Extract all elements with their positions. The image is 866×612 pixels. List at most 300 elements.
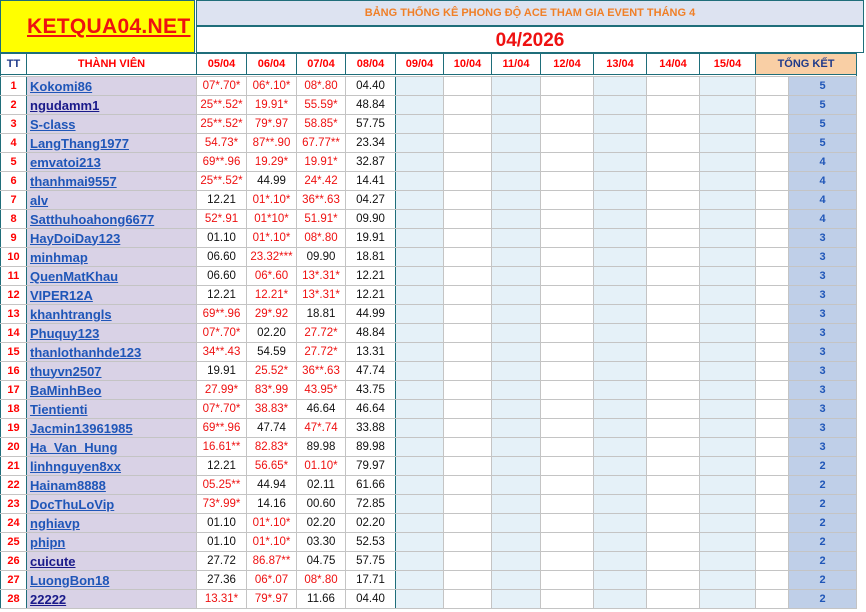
result-cell[interactable]: 79.97 bbox=[346, 457, 396, 476]
empty-cell[interactable] bbox=[647, 115, 700, 134]
result-cell[interactable]: 36**.63 bbox=[297, 362, 346, 381]
empty-cell[interactable] bbox=[396, 495, 444, 514]
empty-cell[interactable] bbox=[541, 476, 594, 495]
result-cell[interactable]: 12.21 bbox=[197, 457, 247, 476]
result-cell[interactable]: 32.87 bbox=[346, 153, 396, 172]
empty-cell[interactable] bbox=[594, 495, 647, 514]
empty-cell[interactable] bbox=[700, 286, 756, 305]
empty-cell[interactable] bbox=[594, 153, 647, 172]
empty-cell[interactable] bbox=[700, 571, 756, 590]
empty-cell[interactable] bbox=[647, 96, 700, 115]
empty-cell[interactable] bbox=[647, 381, 700, 400]
empty-cell[interactable] bbox=[594, 362, 647, 381]
empty-cell[interactable] bbox=[444, 438, 492, 457]
empty-cell[interactable] bbox=[700, 476, 756, 495]
empty-cell[interactable] bbox=[492, 514, 541, 533]
result-cell[interactable]: 61.66 bbox=[346, 476, 396, 495]
empty-cell[interactable] bbox=[396, 457, 444, 476]
empty-cell[interactable] bbox=[444, 419, 492, 438]
result-cell[interactable]: 01*10* bbox=[247, 210, 297, 229]
empty-cell[interactable] bbox=[647, 229, 700, 248]
member-link[interactable]: thanhmai9557 bbox=[27, 172, 197, 191]
empty-cell[interactable] bbox=[492, 267, 541, 286]
empty-cell[interactable] bbox=[492, 381, 541, 400]
empty-cell[interactable] bbox=[444, 571, 492, 590]
member-link[interactable]: alv bbox=[27, 191, 197, 210]
empty-cell[interactable] bbox=[594, 400, 647, 419]
empty-cell[interactable] bbox=[541, 229, 594, 248]
empty-cell[interactable] bbox=[492, 191, 541, 210]
empty-cell[interactable] bbox=[396, 191, 444, 210]
empty-cell[interactable] bbox=[492, 400, 541, 419]
result-cell[interactable]: 07*.70* bbox=[197, 400, 247, 419]
empty-cell[interactable] bbox=[594, 552, 647, 571]
result-cell[interactable]: 67.77** bbox=[297, 134, 346, 153]
result-cell[interactable]: 83*.99 bbox=[247, 381, 297, 400]
result-cell[interactable]: 25.52* bbox=[247, 362, 297, 381]
empty-cell[interactable] bbox=[492, 495, 541, 514]
result-cell[interactable]: 04.40 bbox=[346, 590, 396, 609]
empty-cell[interactable] bbox=[647, 324, 700, 343]
empty-cell[interactable] bbox=[396, 77, 444, 96]
empty-cell[interactable] bbox=[594, 514, 647, 533]
empty-cell[interactable] bbox=[444, 514, 492, 533]
empty-cell[interactable] bbox=[700, 77, 756, 96]
empty-cell[interactable] bbox=[594, 533, 647, 552]
result-cell[interactable]: 06*.60 bbox=[247, 267, 297, 286]
result-cell[interactable]: 08*.80 bbox=[297, 77, 346, 96]
empty-cell[interactable] bbox=[492, 305, 541, 324]
member-link[interactable]: emvatoi213 bbox=[27, 153, 197, 172]
result-cell[interactable]: 86.87** bbox=[247, 552, 297, 571]
result-cell[interactable]: 14.41 bbox=[346, 172, 396, 191]
empty-cell[interactable] bbox=[594, 381, 647, 400]
empty-cell[interactable] bbox=[396, 438, 444, 457]
empty-cell[interactable] bbox=[594, 476, 647, 495]
brand-logo[interactable] bbox=[0, 0, 195, 53]
member-link[interactable]: Jacmin13961985 bbox=[27, 419, 197, 438]
empty-cell[interactable] bbox=[396, 476, 444, 495]
member-link[interactable]: QuenMatKhau bbox=[27, 267, 197, 286]
empty-cell[interactable] bbox=[647, 362, 700, 381]
empty-cell[interactable] bbox=[700, 514, 756, 533]
empty-cell[interactable] bbox=[647, 419, 700, 438]
empty-cell[interactable] bbox=[396, 305, 444, 324]
empty-cell[interactable] bbox=[594, 305, 647, 324]
empty-cell[interactable] bbox=[541, 362, 594, 381]
result-cell[interactable]: 25**.52* bbox=[197, 172, 247, 191]
member-link[interactable]: 22222 bbox=[27, 590, 197, 609]
result-cell[interactable]: 19.91* bbox=[297, 153, 346, 172]
empty-cell[interactable] bbox=[541, 77, 594, 96]
empty-cell[interactable] bbox=[700, 419, 756, 438]
empty-cell[interactable] bbox=[541, 153, 594, 172]
result-cell[interactable]: 00.60 bbox=[297, 495, 346, 514]
result-cell[interactable]: 01.10 bbox=[197, 514, 247, 533]
empty-cell[interactable] bbox=[594, 77, 647, 96]
empty-cell[interactable] bbox=[594, 191, 647, 210]
empty-cell[interactable] bbox=[647, 305, 700, 324]
result-cell[interactable]: 01*.10* bbox=[247, 191, 297, 210]
empty-cell[interactable] bbox=[396, 533, 444, 552]
result-cell[interactable]: 89.98 bbox=[297, 438, 346, 457]
empty-cell[interactable] bbox=[396, 419, 444, 438]
empty-cell[interactable] bbox=[594, 115, 647, 134]
empty-cell[interactable] bbox=[594, 438, 647, 457]
empty-cell[interactable] bbox=[541, 210, 594, 229]
empty-cell[interactable] bbox=[647, 457, 700, 476]
empty-cell[interactable] bbox=[541, 267, 594, 286]
empty-cell[interactable] bbox=[444, 495, 492, 514]
result-cell[interactable]: 12.21 bbox=[197, 286, 247, 305]
member-link[interactable]: Hainam8888 bbox=[27, 476, 197, 495]
empty-cell[interactable] bbox=[396, 552, 444, 571]
empty-cell[interactable] bbox=[700, 590, 756, 609]
result-cell[interactable]: 01*.10* bbox=[247, 514, 297, 533]
empty-cell[interactable] bbox=[541, 305, 594, 324]
result-cell[interactable]: 44.94 bbox=[247, 476, 297, 495]
empty-cell[interactable] bbox=[444, 552, 492, 571]
empty-cell[interactable] bbox=[541, 419, 594, 438]
empty-cell[interactable] bbox=[396, 267, 444, 286]
result-cell[interactable]: 01*.10* bbox=[247, 533, 297, 552]
result-cell[interactable]: 18.81 bbox=[346, 248, 396, 267]
empty-cell[interactable] bbox=[647, 552, 700, 571]
brand-link[interactable]: KETQUA04.NET bbox=[27, 15, 191, 38]
result-cell[interactable]: 12.21 bbox=[346, 267, 396, 286]
empty-cell[interactable] bbox=[647, 400, 700, 419]
result-cell[interactable]: 46.64 bbox=[297, 400, 346, 419]
empty-cell[interactable] bbox=[444, 400, 492, 419]
empty-cell[interactable] bbox=[541, 191, 594, 210]
result-cell[interactable]: 01.10* bbox=[297, 457, 346, 476]
empty-cell[interactable] bbox=[700, 343, 756, 362]
result-cell[interactable]: 79*.97 bbox=[247, 115, 297, 134]
result-cell[interactable]: 27.72* bbox=[297, 324, 346, 343]
result-cell[interactable]: 43.95* bbox=[297, 381, 346, 400]
empty-cell[interactable] bbox=[594, 229, 647, 248]
result-cell[interactable]: 27.72 bbox=[197, 552, 247, 571]
result-cell[interactable]: 01*.10* bbox=[247, 229, 297, 248]
empty-cell[interactable] bbox=[541, 115, 594, 134]
empty-cell[interactable] bbox=[541, 438, 594, 457]
empty-cell[interactable] bbox=[492, 210, 541, 229]
empty-cell[interactable] bbox=[594, 457, 647, 476]
empty-cell[interactable] bbox=[396, 96, 444, 115]
empty-cell[interactable] bbox=[541, 96, 594, 115]
empty-cell[interactable] bbox=[444, 267, 492, 286]
empty-cell[interactable] bbox=[541, 552, 594, 571]
empty-cell[interactable] bbox=[541, 172, 594, 191]
empty-cell[interactable] bbox=[396, 248, 444, 267]
empty-cell[interactable] bbox=[700, 552, 756, 571]
result-cell[interactable]: 25**.52* bbox=[197, 115, 247, 134]
empty-cell[interactable] bbox=[492, 571, 541, 590]
result-cell[interactable]: 51.91* bbox=[297, 210, 346, 229]
result-cell[interactable]: 44.99 bbox=[247, 172, 297, 191]
empty-cell[interactable] bbox=[492, 552, 541, 571]
empty-cell[interactable] bbox=[700, 400, 756, 419]
empty-cell[interactable] bbox=[647, 191, 700, 210]
result-cell[interactable]: 55.59* bbox=[297, 96, 346, 115]
result-cell[interactable]: 03.30 bbox=[297, 533, 346, 552]
empty-cell[interactable] bbox=[647, 248, 700, 267]
result-cell[interactable]: 57.75 bbox=[346, 115, 396, 134]
empty-cell[interactable] bbox=[541, 590, 594, 609]
empty-cell[interactable] bbox=[700, 248, 756, 267]
empty-cell[interactable] bbox=[541, 533, 594, 552]
result-cell[interactable]: 08*.80 bbox=[297, 229, 346, 248]
empty-cell[interactable] bbox=[700, 305, 756, 324]
result-cell[interactable]: 09.90 bbox=[297, 248, 346, 267]
empty-cell[interactable] bbox=[444, 305, 492, 324]
empty-cell[interactable] bbox=[492, 248, 541, 267]
empty-cell[interactable] bbox=[647, 438, 700, 457]
empty-cell[interactable] bbox=[541, 324, 594, 343]
result-cell[interactable]: 17.71 bbox=[346, 571, 396, 590]
empty-cell[interactable] bbox=[700, 267, 756, 286]
result-cell[interactable]: 54.73* bbox=[197, 134, 247, 153]
member-link[interactable]: HayDoiDay123 bbox=[27, 229, 197, 248]
empty-cell[interactable] bbox=[594, 419, 647, 438]
member-link[interactable]: Kokomi86 bbox=[27, 77, 197, 96]
result-cell[interactable]: 13*.31* bbox=[297, 267, 346, 286]
empty-cell[interactable] bbox=[444, 210, 492, 229]
empty-cell[interactable] bbox=[444, 343, 492, 362]
result-cell[interactable]: 23.34 bbox=[346, 134, 396, 153]
result-cell[interactable]: 06*.07 bbox=[247, 571, 297, 590]
result-cell[interactable]: 12.21 bbox=[197, 191, 247, 210]
member-link[interactable]: LuongBon18 bbox=[27, 571, 197, 590]
empty-cell[interactable] bbox=[700, 229, 756, 248]
empty-cell[interactable] bbox=[444, 286, 492, 305]
empty-cell[interactable] bbox=[700, 438, 756, 457]
empty-cell[interactable] bbox=[444, 115, 492, 134]
empty-cell[interactable] bbox=[594, 590, 647, 609]
result-cell[interactable]: 02.20 bbox=[297, 514, 346, 533]
result-cell[interactable]: 07*.70* bbox=[197, 77, 247, 96]
empty-cell[interactable] bbox=[700, 324, 756, 343]
empty-cell[interactable] bbox=[444, 324, 492, 343]
empty-cell[interactable] bbox=[541, 514, 594, 533]
member-link[interactable]: VIPER12A bbox=[27, 286, 197, 305]
result-cell[interactable]: 56.65* bbox=[247, 457, 297, 476]
result-cell[interactable]: 19.91 bbox=[197, 362, 247, 381]
empty-cell[interactable] bbox=[444, 229, 492, 248]
empty-cell[interactable] bbox=[444, 134, 492, 153]
member-link[interactable]: linhnguyen8xx bbox=[27, 457, 197, 476]
empty-cell[interactable] bbox=[444, 96, 492, 115]
empty-cell[interactable] bbox=[541, 134, 594, 153]
result-cell[interactable]: 09.90 bbox=[346, 210, 396, 229]
result-cell[interactable]: 27.72* bbox=[297, 343, 346, 362]
result-cell[interactable]: 05.25** bbox=[197, 476, 247, 495]
result-cell[interactable]: 27.99* bbox=[197, 381, 247, 400]
result-cell[interactable]: 04.40 bbox=[346, 77, 396, 96]
empty-cell[interactable] bbox=[594, 286, 647, 305]
result-cell[interactable]: 16.61** bbox=[197, 438, 247, 457]
empty-cell[interactable] bbox=[396, 400, 444, 419]
empty-cell[interactable] bbox=[492, 172, 541, 191]
empty-cell[interactable] bbox=[700, 96, 756, 115]
empty-cell[interactable] bbox=[647, 590, 700, 609]
empty-cell[interactable] bbox=[647, 495, 700, 514]
empty-cell[interactable] bbox=[647, 210, 700, 229]
member-link[interactable]: BaMinhBeo bbox=[27, 381, 197, 400]
empty-cell[interactable] bbox=[396, 210, 444, 229]
empty-cell[interactable] bbox=[492, 115, 541, 134]
empty-cell[interactable] bbox=[492, 419, 541, 438]
member-link[interactable]: thanlothanhde123 bbox=[27, 343, 197, 362]
empty-cell[interactable] bbox=[396, 514, 444, 533]
empty-cell[interactable] bbox=[700, 172, 756, 191]
member-link[interactable]: minhmap bbox=[27, 248, 197, 267]
result-cell[interactable]: 24*.42 bbox=[297, 172, 346, 191]
empty-cell[interactable] bbox=[647, 77, 700, 96]
empty-cell[interactable] bbox=[492, 476, 541, 495]
result-cell[interactable]: 69**.96 bbox=[197, 305, 247, 324]
result-cell[interactable]: 07*.70* bbox=[197, 324, 247, 343]
empty-cell[interactable] bbox=[396, 229, 444, 248]
result-cell[interactable]: 48.84 bbox=[346, 324, 396, 343]
result-cell[interactable]: 57.75 bbox=[346, 552, 396, 571]
result-cell[interactable]: 43.75 bbox=[346, 381, 396, 400]
result-cell[interactable]: 44.99 bbox=[346, 305, 396, 324]
result-cell[interactable]: 13.31 bbox=[346, 343, 396, 362]
result-cell[interactable]: 02.20 bbox=[346, 514, 396, 533]
result-cell[interactable]: 08*.80 bbox=[297, 571, 346, 590]
empty-cell[interactable] bbox=[396, 590, 444, 609]
result-cell[interactable]: 02.20 bbox=[247, 324, 297, 343]
result-cell[interactable]: 47*.74 bbox=[297, 419, 346, 438]
result-cell[interactable]: 48.84 bbox=[346, 96, 396, 115]
result-cell[interactable]: 69**.96 bbox=[197, 153, 247, 172]
empty-cell[interactable] bbox=[492, 438, 541, 457]
empty-cell[interactable] bbox=[594, 267, 647, 286]
empty-cell[interactable] bbox=[492, 590, 541, 609]
result-cell[interactable]: 14.16 bbox=[247, 495, 297, 514]
empty-cell[interactable] bbox=[647, 172, 700, 191]
empty-cell[interactable] bbox=[700, 134, 756, 153]
empty-cell[interactable] bbox=[396, 172, 444, 191]
empty-cell[interactable] bbox=[647, 514, 700, 533]
result-cell[interactable]: 06.60 bbox=[197, 248, 247, 267]
empty-cell[interactable] bbox=[700, 153, 756, 172]
result-cell[interactable]: 79*.97 bbox=[247, 590, 297, 609]
empty-cell[interactable] bbox=[594, 343, 647, 362]
member-link[interactable]: DocThuLoVip bbox=[27, 495, 197, 514]
empty-cell[interactable] bbox=[444, 172, 492, 191]
empty-cell[interactable] bbox=[541, 457, 594, 476]
member-link[interactable]: thuyvn2507 bbox=[27, 362, 197, 381]
result-cell[interactable]: 01.10 bbox=[197, 229, 247, 248]
empty-cell[interactable] bbox=[541, 400, 594, 419]
result-cell[interactable]: 25**.52* bbox=[197, 96, 247, 115]
result-cell[interactable]: 87**.90 bbox=[247, 134, 297, 153]
empty-cell[interactable] bbox=[541, 381, 594, 400]
empty-cell[interactable] bbox=[541, 286, 594, 305]
result-cell[interactable]: 19.91* bbox=[247, 96, 297, 115]
empty-cell[interactable] bbox=[396, 362, 444, 381]
result-cell[interactable]: 19.91 bbox=[346, 229, 396, 248]
result-cell[interactable]: 89.98 bbox=[346, 438, 396, 457]
empty-cell[interactable] bbox=[541, 495, 594, 514]
empty-cell[interactable] bbox=[541, 571, 594, 590]
empty-cell[interactable] bbox=[492, 153, 541, 172]
empty-cell[interactable] bbox=[396, 286, 444, 305]
empty-cell[interactable] bbox=[492, 286, 541, 305]
empty-cell[interactable] bbox=[396, 381, 444, 400]
result-cell[interactable]: 04.27 bbox=[346, 191, 396, 210]
result-cell[interactable]: 82.83* bbox=[247, 438, 297, 457]
empty-cell[interactable] bbox=[594, 172, 647, 191]
empty-cell[interactable] bbox=[492, 77, 541, 96]
empty-cell[interactable] bbox=[396, 134, 444, 153]
result-cell[interactable]: 46.64 bbox=[346, 400, 396, 419]
empty-cell[interactable] bbox=[594, 134, 647, 153]
result-cell[interactable]: 73*.99* bbox=[197, 495, 247, 514]
empty-cell[interactable] bbox=[700, 381, 756, 400]
empty-cell[interactable] bbox=[594, 571, 647, 590]
empty-cell[interactable] bbox=[444, 457, 492, 476]
result-cell[interactable]: 23.32*** bbox=[247, 248, 297, 267]
empty-cell[interactable] bbox=[647, 343, 700, 362]
result-cell[interactable]: 33.88 bbox=[346, 419, 396, 438]
result-cell[interactable]: 54.59 bbox=[247, 343, 297, 362]
empty-cell[interactable] bbox=[444, 153, 492, 172]
empty-cell[interactable] bbox=[647, 153, 700, 172]
empty-cell[interactable] bbox=[492, 96, 541, 115]
empty-cell[interactable] bbox=[647, 267, 700, 286]
empty-cell[interactable] bbox=[647, 134, 700, 153]
member-link[interactable]: phipn bbox=[27, 533, 197, 552]
member-link[interactable]: nghiavp bbox=[27, 514, 197, 533]
empty-cell[interactable] bbox=[594, 210, 647, 229]
empty-cell[interactable] bbox=[541, 248, 594, 267]
result-cell[interactable]: 19.29* bbox=[247, 153, 297, 172]
empty-cell[interactable] bbox=[700, 495, 756, 514]
result-cell[interactable]: 47.74 bbox=[247, 419, 297, 438]
member-link[interactable]: khanhtrangls bbox=[27, 305, 197, 324]
result-cell[interactable]: 13.31* bbox=[197, 590, 247, 609]
empty-cell[interactable] bbox=[647, 571, 700, 590]
empty-cell[interactable] bbox=[492, 533, 541, 552]
empty-cell[interactable] bbox=[444, 590, 492, 609]
member-link[interactable]: S-class bbox=[27, 115, 197, 134]
result-cell[interactable]: 12.21* bbox=[247, 286, 297, 305]
empty-cell[interactable] bbox=[700, 191, 756, 210]
result-cell[interactable]: 34**.43 bbox=[197, 343, 247, 362]
result-cell[interactable]: 13*.31* bbox=[297, 286, 346, 305]
empty-cell[interactable] bbox=[594, 324, 647, 343]
empty-cell[interactable] bbox=[700, 115, 756, 134]
empty-cell[interactable] bbox=[700, 457, 756, 476]
empty-cell[interactable] bbox=[647, 533, 700, 552]
result-cell[interactable]: 06.60 bbox=[197, 267, 247, 286]
result-cell[interactable]: 06*.10* bbox=[247, 77, 297, 96]
empty-cell[interactable] bbox=[541, 343, 594, 362]
result-cell[interactable]: 18.81 bbox=[297, 305, 346, 324]
empty-cell[interactable] bbox=[492, 457, 541, 476]
empty-cell[interactable] bbox=[444, 248, 492, 267]
empty-cell[interactable] bbox=[396, 571, 444, 590]
result-cell[interactable]: 04.75 bbox=[297, 552, 346, 571]
member-link[interactable]: ngudamm1 bbox=[27, 96, 197, 115]
empty-cell[interactable] bbox=[444, 476, 492, 495]
result-cell[interactable]: 02.11 bbox=[297, 476, 346, 495]
result-cell[interactable]: 36**.63 bbox=[297, 191, 346, 210]
empty-cell[interactable] bbox=[444, 191, 492, 210]
